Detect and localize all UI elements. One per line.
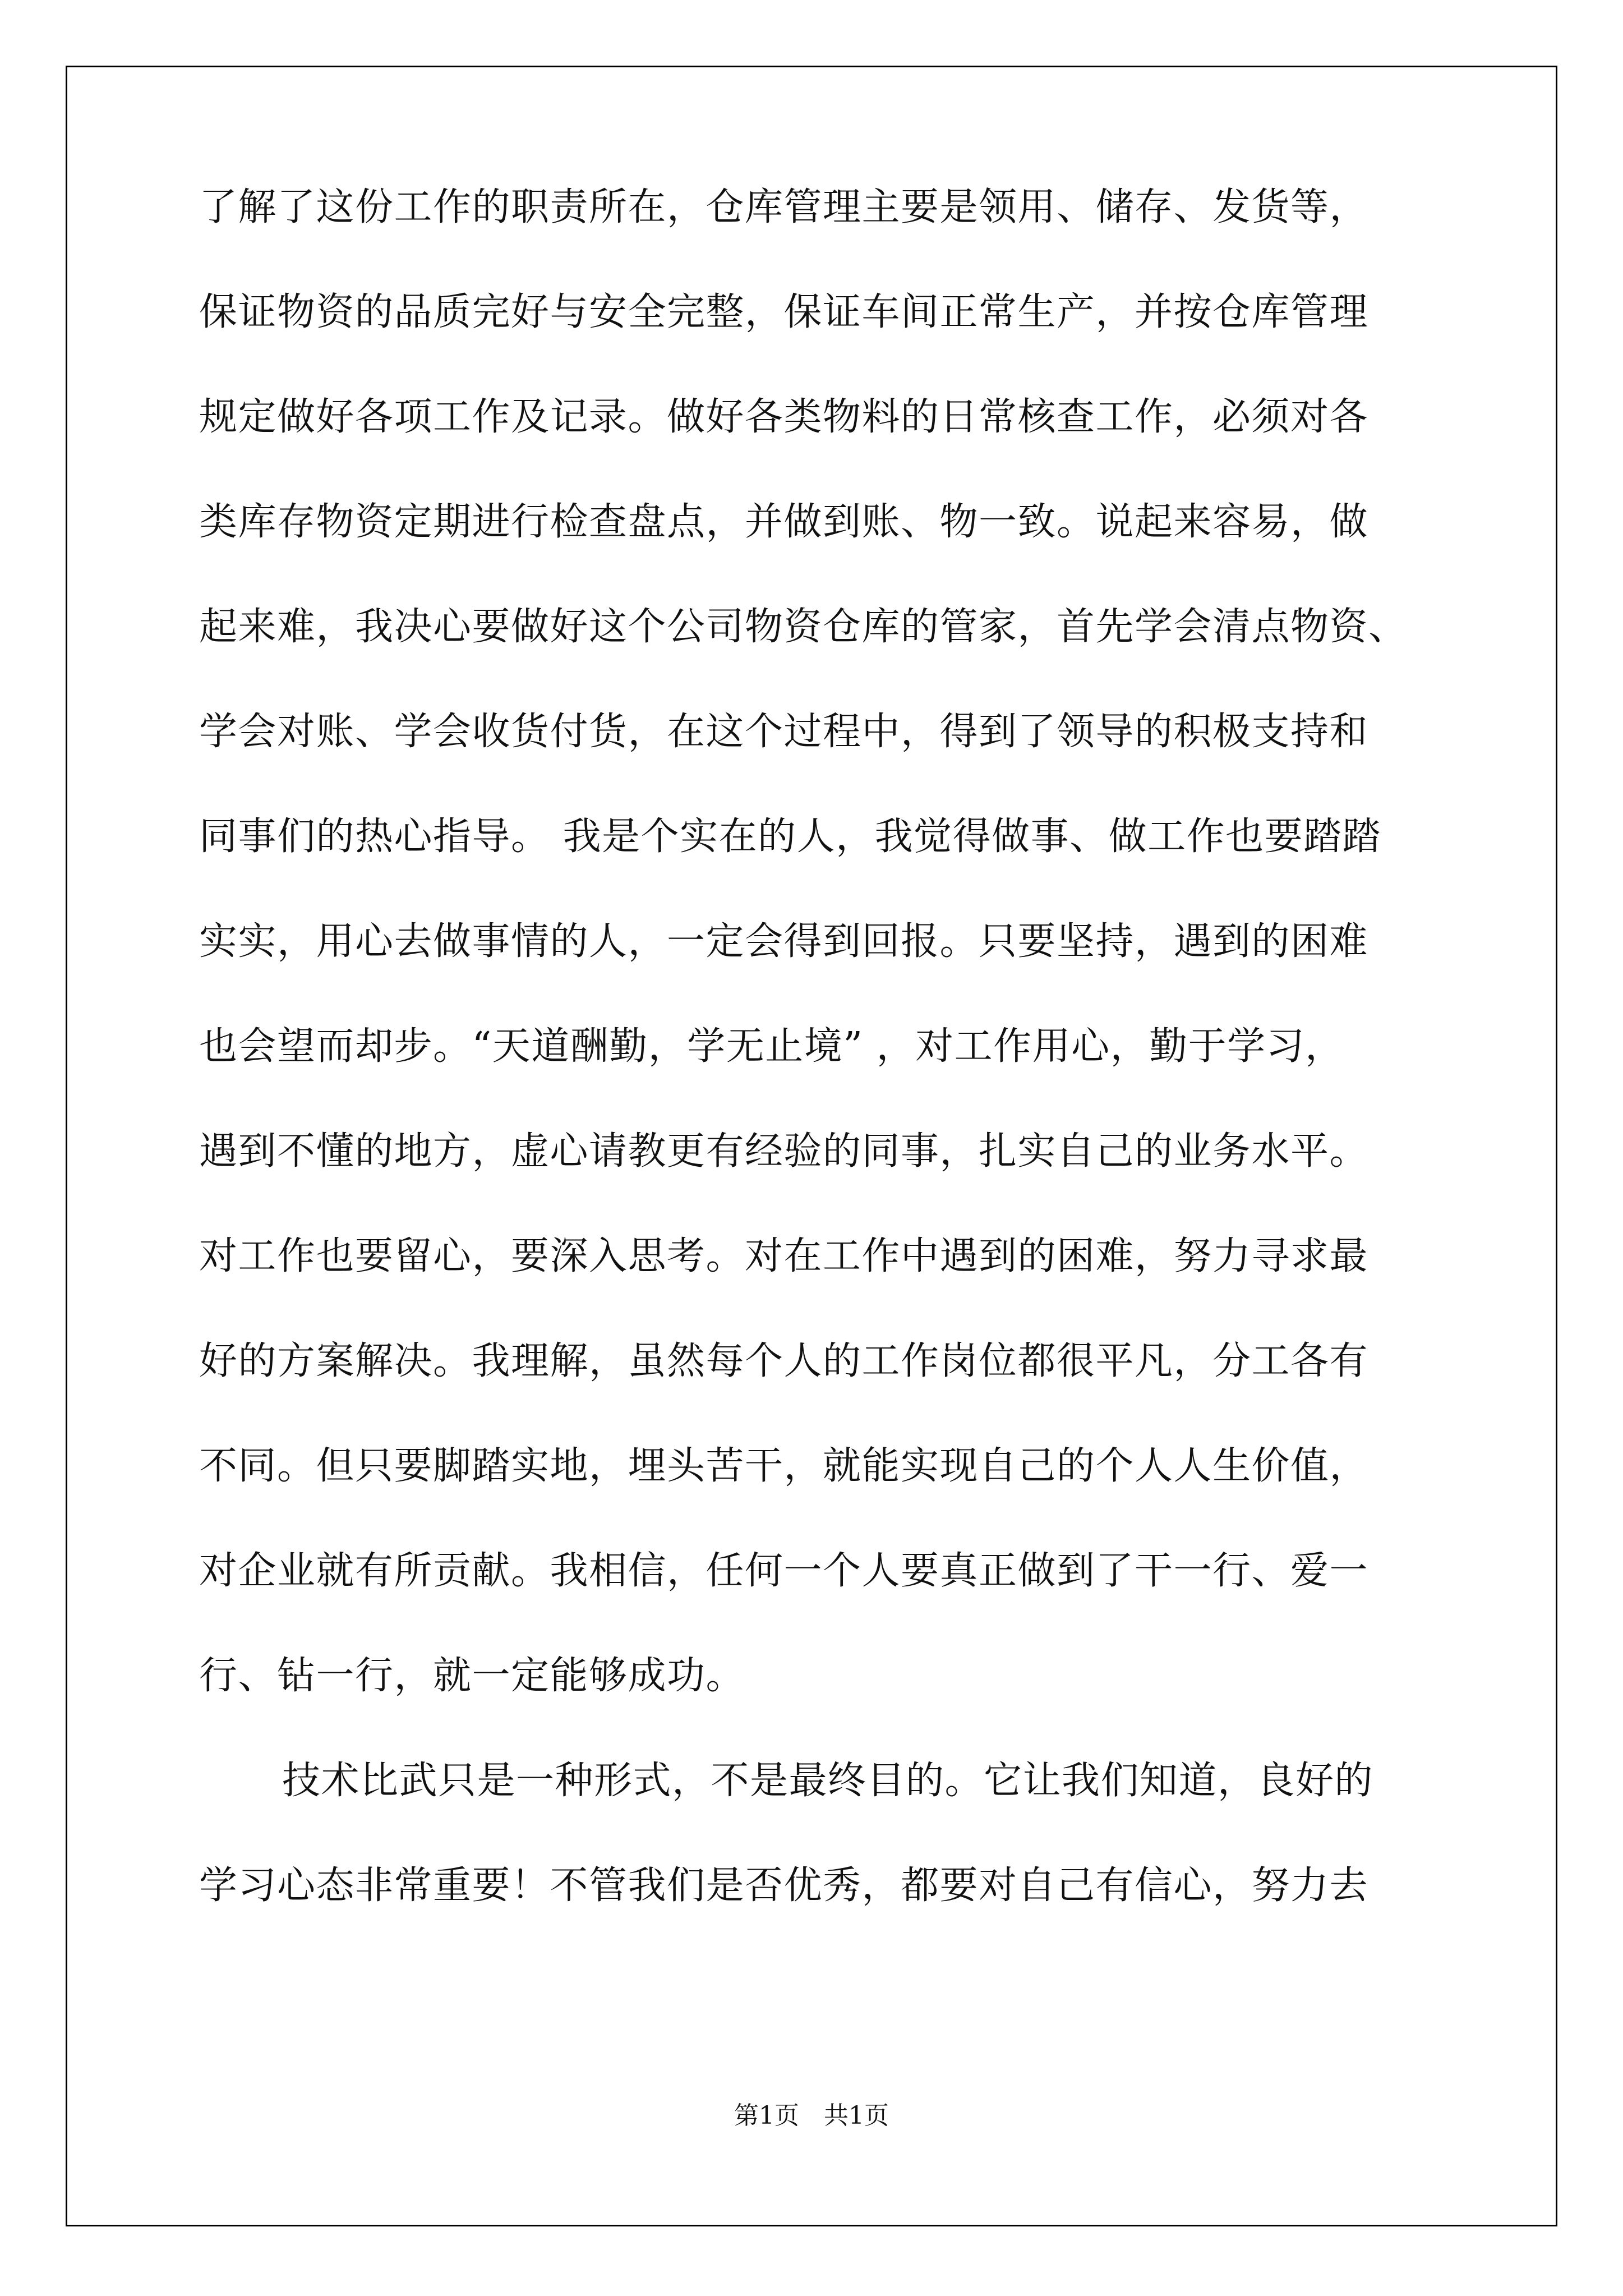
paragraph-2-line: 学习心态非常重要！不管我们是否优秀，都要对自己有信心，努力去: [199, 1864, 1369, 1908]
paragraph-1-line: 好的方案解决。我理解，虽然每个人的工作岗位都很平凡，分工各有: [199, 1339, 1369, 1383]
paragraph-1-line: 保证物资的品质完好与安全完整，保证车间正常生产，并按仓库管理: [199, 290, 1369, 334]
document-body: [199, 180, 1489, 1963]
paragraph-1-line: 对企业就有所贡献。我相信，任何一个人要真正做到了干一行、爱一: [199, 1549, 1369, 1593]
paragraph-1-line: 也会望而却步。“天道酬勤，学无止境” ，对工作用心，勤于学习，: [199, 1024, 1344, 1069]
paragraph-1-line: 类库存物资定期进行检查盘点，并做到账、物一致。说起来容易，做: [199, 500, 1369, 544]
paragraph-1-line: 实实，用心去做事情的人，一定会得到回报。只要坚持，遇到的困难: [199, 919, 1369, 964]
paragraph-1-line: 规定做好各项工作及记录。做好各类物料的日常核查工作，必须对各: [199, 395, 1369, 439]
paragraph-1-line: 不同。但只要脚踏实地，埋头苦干，就能实现自己的个人人生价值，: [199, 1444, 1369, 1488]
paragraph-1-line: 遇到不懂的地方，虚心请教更有经验的同事，扎实自己的业务水平。: [199, 1129, 1369, 1174]
paragraph-1-line: 行、钻一行，就一定能够成功。: [199, 1654, 745, 1698]
page-number-footer: 第1页 共1页: [734, 2101, 889, 2130]
paragraph-1-line: 了解了这份工作的职责所在，仓库管理主要是领用、储存、发货等，: [199, 185, 1369, 229]
paragraph-1-line: 同事们的热心指导。 我是个实在的人，我觉得做事、做工作也要踏踏: [199, 815, 1382, 859]
paragraph-1-line: 起来难，我决心要做好这个公司物资仓库的管家，首先学会清点物资、: [199, 605, 1408, 649]
paragraph-2-line: 技术比武只是一种形式，不是最终目的。它让我们知道，良好的: [282, 1759, 1374, 1803]
paragraph-1-line: 学会对账、学会收货付货，在这个过程中，得到了领导的积极支持和: [199, 710, 1369, 754]
paragraph-1-line: 对工作也要留心，要深入思考。对在工作中遇到的困难，努力寻求最: [199, 1234, 1369, 1278]
